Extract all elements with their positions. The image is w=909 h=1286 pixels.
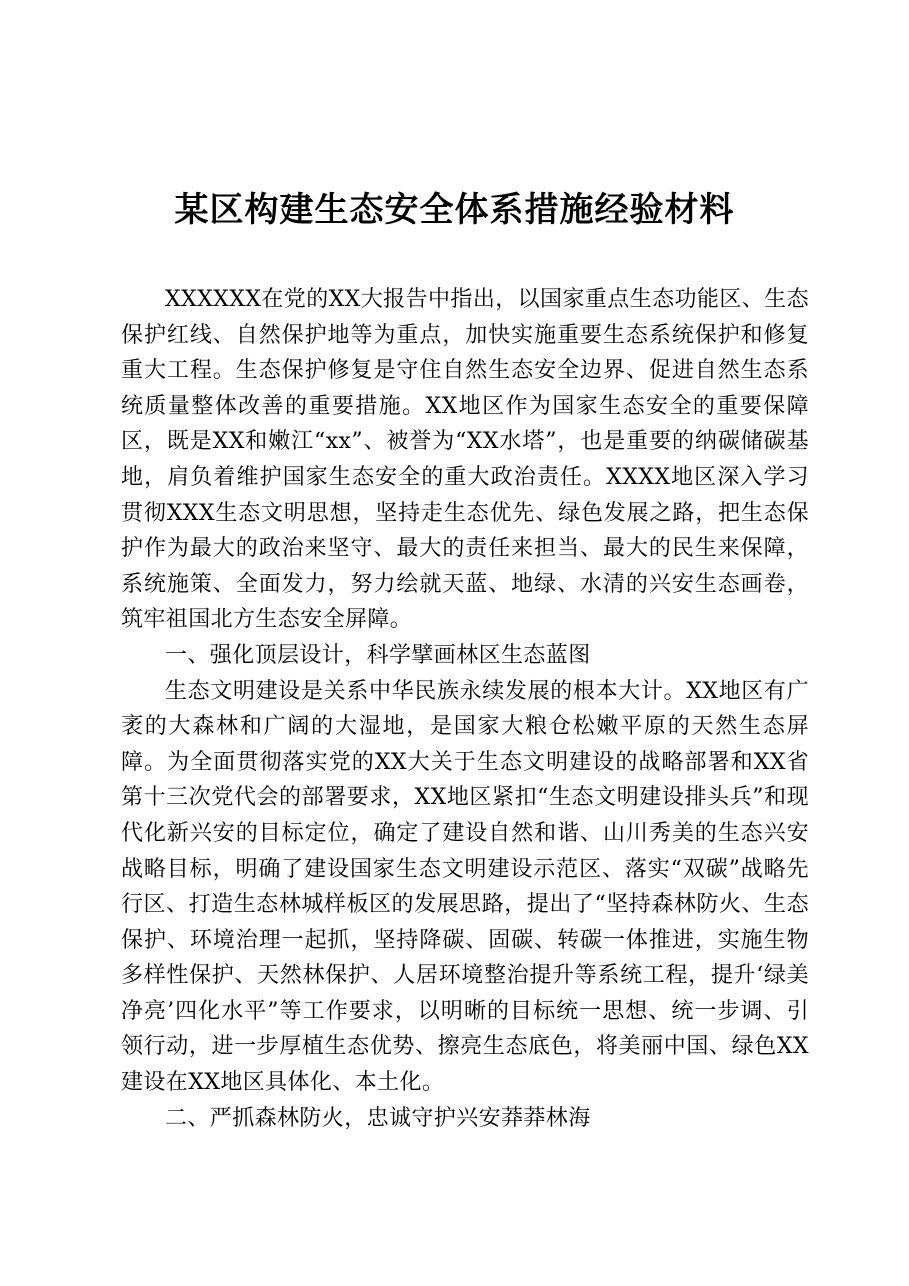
document-title: 某区构建生态安全体系措施经验材料 — [174, 190, 735, 230]
intro-paragraph: XXXXXX在党的XX大报告中指出，以国家重点生态功能区、生态保护红线、自然保护地等为重点，加快实施重要生态系统保护和修复重大工程。生态保护修复是守住自然生态安全边界、促进自然生态系统质量整体改善的重要措施。XX地区作为国家生态安全的重要保障区，既是XX和嫩江“xx”、被誉为“XX水塔”，也是重要的纳碳储碳基地，肩负着维护国家生态安全的重大政治责任。XXXX地区深入学习贯彻XXX生态文明思想，坚持走生态优先、绿色发展之路，把生态保护作为最大的政治来坚守、最大的责任来担当、最大的民生来保障，系统施策、全面发力，努力绘就天蓝、地绿、水清的兴安生态画卷，筑牢祖国北方生态安全屏障。 — [121, 287, 809, 633]
section-heading-2: 二、严抓森林防火，忠诚守护兴安莽莽林海 — [165, 1105, 591, 1131]
section-heading-1: 一、强化顶层设计，科学擘画林区生态蓝图 — [165, 642, 591, 668]
section-1-paragraph: 生态文明建设是关系中华民族永续发展的根本大计。XX地区有广袤的大森林和广阔的大湿地，是国家大粮仓松嫩平原的天然生态屏障。为全面贯彻落实党的XX大关于生态文明建设的战略部署和XX省第十三次党代会的部署要求，XX地区紧扣“生态文明建设排头兵”和现代化新兴安的目标定位，确定了建设自然和谐、山川秀美的生态兴安战略目标，明确了建设国家生态文明建设示范区、落实“双碳”战略先行区、打造生态林城样板区的发展思路，提出了“坚持森林防火、生态保护、环境治理一起抓，坚持降碳、固碳、转碳一体推进，实施生物多样性保护、天然林保护、人居环境整治提升等系统工程，提升‘绿美净亮’四化水平”等工作要求，以明晰的目标统一思想、统一步调、引领行动，进一步厚植生态优势、擦亮生态底色，将美丽中国、绿色XX建设在XX地区具体化、本土化。 — [121, 678, 809, 1096]
document-body — [121, 282, 809, 1136]
